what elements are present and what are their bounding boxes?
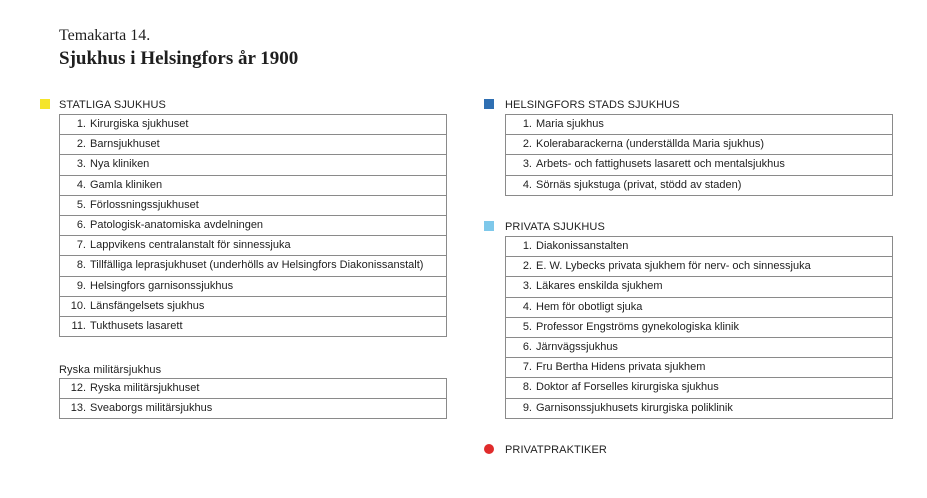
list-item: [60, 135, 447, 155]
list-item-number: 2.: [522, 260, 532, 273]
list-item-cell: [506, 337, 893, 357]
stads-section: [484, 97, 904, 113]
list-item: [506, 358, 893, 378]
statliga-list: [59, 114, 447, 337]
statliga-heading: [40, 97, 460, 113]
list-item: [506, 237, 893, 257]
title-block: [59, 26, 298, 71]
list-item: [60, 236, 447, 256]
list-item-number: 8.: [76, 259, 86, 272]
list-item-number: 9.: [76, 279, 86, 292]
list-item-cell: [60, 399, 447, 419]
list-item-label: Garnisonssjukhusets kirurgiska poliklinik: [536, 401, 733, 414]
list-item-number: 8.: [522, 381, 532, 394]
list-item-cell: [506, 115, 893, 135]
list-item-number: 4.: [76, 178, 86, 191]
red-dot-icon: [484, 444, 494, 454]
list-item-label: Tukthusets lasarett: [90, 319, 183, 332]
list-item-label: Nya kliniken: [90, 158, 150, 171]
yellow-square-icon: [40, 99, 50, 109]
stads-heading: [484, 97, 904, 113]
list-item-label: E. W. Lybecks privata sjukhem för nerv- och sinnessjuka: [536, 260, 811, 273]
list-item: [60, 316, 447, 336]
list-item-number: 5.: [76, 198, 86, 211]
ryska-heading: [59, 362, 359, 378]
list-item-label: Ryska militärsjukhuset: [90, 382, 200, 395]
stads-heading-label: HELSINGFORS STADS SJUKHUS: [505, 99, 680, 111]
list-item-number: 6.: [522, 341, 532, 354]
privata-heading-label: PRIVATA SJUKHUS: [505, 221, 605, 233]
list-item-cell: [506, 398, 893, 418]
list-item-number: 12.: [70, 382, 86, 395]
list-item: [506, 175, 893, 195]
privata-heading: [484, 219, 904, 235]
list-item: [60, 276, 447, 296]
blue-square-icon: [484, 99, 494, 109]
list-item-label: Professor Engströms gynekologiska klinik: [536, 320, 739, 333]
list-item: [60, 256, 447, 276]
list-item-label: Tillfälliga leprasjukhuset (underhölls av Helsingfors Diakonissanstalt): [90, 259, 424, 272]
list-item-label: Lappvikens centralanstalt för sinnessjuka: [90, 239, 291, 252]
list-item: [506, 257, 893, 277]
list-item: [60, 115, 447, 135]
list-item-number: 4.: [522, 300, 532, 313]
list-item: [506, 155, 893, 175]
list-item-label: Maria sjukhus: [536, 118, 604, 131]
list-item: [506, 297, 893, 317]
list-item: [60, 195, 447, 215]
list-item-number: 13.: [70, 402, 86, 415]
list-item-cell: [60, 155, 447, 175]
list-item-label: Järnvägssjukhus: [536, 341, 618, 354]
ryska-section: [59, 362, 359, 378]
ryska-heading-label: Ryska militärsjukhus: [59, 364, 162, 376]
list-item-number: 11.: [71, 319, 86, 332]
list-item: [506, 317, 893, 337]
list-item-cell: [60, 276, 447, 296]
list-item: [506, 378, 893, 398]
list-item-label: Hem för obotligt sjuka: [536, 300, 643, 313]
ryska-list: [59, 378, 447, 419]
list-item-label: Kirurgiska sjukhuset: [90, 118, 189, 131]
list-item-cell: [60, 379, 447, 399]
list-item-cell: [60, 296, 447, 316]
list-item: [506, 115, 893, 135]
list-item-number: 7.: [76, 239, 86, 252]
list-item-cell: [60, 135, 447, 155]
privatpraktiker-section: [484, 442, 904, 458]
list-item-cell: [60, 175, 447, 195]
list-item: [60, 155, 447, 175]
list-item-label: Patologisk-anatomiska avdelningen: [90, 219, 264, 232]
list-item-number: 3.: [76, 158, 86, 171]
list-item: [506, 337, 893, 357]
list-item-label: Helsingfors garnisonssjukhus: [90, 279, 234, 292]
list-item-number: 6.: [76, 219, 86, 232]
privatpraktiker-heading: [484, 442, 904, 458]
list-item-label: Arbets- och fattighusets lasarett och mentalsjukhus: [536, 158, 785, 171]
list-item-label: Länsfängelsets sjukhus: [90, 299, 205, 312]
list-item-number: 1.: [522, 118, 532, 131]
list-item: [60, 379, 447, 399]
list-item-number: 2.: [522, 138, 532, 151]
list-item-number: 2.: [76, 138, 86, 151]
list-item: [60, 399, 447, 419]
list-item-label: Läkares enskilda sjukhem: [536, 280, 663, 293]
list-item-label: Gamla kliniken: [90, 178, 163, 191]
list-item-cell: [60, 236, 447, 256]
list-item-cell: [506, 277, 893, 297]
stads-list: [505, 114, 893, 196]
list-item-label: Kolerabarackerna (underställda Maria sjukhus): [536, 138, 765, 151]
list-item: [506, 398, 893, 418]
list-item-cell: [506, 297, 893, 317]
list-item-cell: [60, 195, 447, 215]
list-item-label: Fru Bertha Hidens privata sjukhem: [536, 361, 706, 374]
list-item: [60, 175, 447, 195]
list-item: [506, 277, 893, 297]
list-item-cell: [60, 316, 447, 336]
list-item-cell: [506, 237, 893, 257]
statliga-section: [40, 97, 460, 113]
privata-list: [505, 236, 893, 419]
list-item-number: 3.: [522, 158, 532, 171]
list-item-label: Sörnäs sjukstuga (privat, stödd av staden): [536, 178, 742, 191]
list-item-number: 5.: [522, 320, 532, 333]
page-title: Sjukhus i Helsingfors år 1900: [59, 48, 299, 69]
list-item-cell: [506, 358, 893, 378]
list-item: [60, 296, 447, 316]
list-item-cell: [506, 175, 893, 195]
statliga-heading-label: STATLIGA SJUKHUS: [59, 99, 166, 111]
list-item-cell: [506, 155, 893, 175]
privata-section: [484, 219, 904, 235]
list-item-number: 10.: [70, 299, 86, 312]
list-item-label: Barnsjukhuset: [90, 138, 160, 151]
list-item: [60, 215, 447, 235]
privatpraktiker-heading-label: PRIVATPRAKTIKER: [505, 444, 607, 456]
list-item-number: 1.: [522, 240, 532, 253]
list-item-label: Diakonissanstalten: [536, 240, 629, 253]
list-item-cell: [60, 215, 447, 235]
map-subtitle: Temakarta 14.: [59, 27, 151, 44]
list-item-label: Förlossningssjukhuset: [90, 198, 199, 211]
list-item-cell: [506, 257, 893, 277]
list-item-label: Sveaborgs militärsjukhus: [90, 402, 213, 415]
list-item-number: 9.: [522, 401, 532, 414]
list-item-cell: [506, 378, 893, 398]
list-item-label: Doktor af Forselles kirurgiska sjukhus: [536, 381, 719, 394]
list-item-number: 1.: [76, 118, 86, 131]
list-item-cell: [506, 317, 893, 337]
list-item-cell: [60, 115, 447, 135]
list-item: [506, 135, 893, 155]
list-item-cell: [60, 256, 447, 276]
list-item-number: 7.: [522, 361, 532, 374]
list-item-cell: [506, 135, 893, 155]
list-item-number: 3.: [522, 280, 532, 293]
list-item-number: 4.: [522, 178, 532, 191]
light-blue-square-icon: [484, 221, 494, 231]
